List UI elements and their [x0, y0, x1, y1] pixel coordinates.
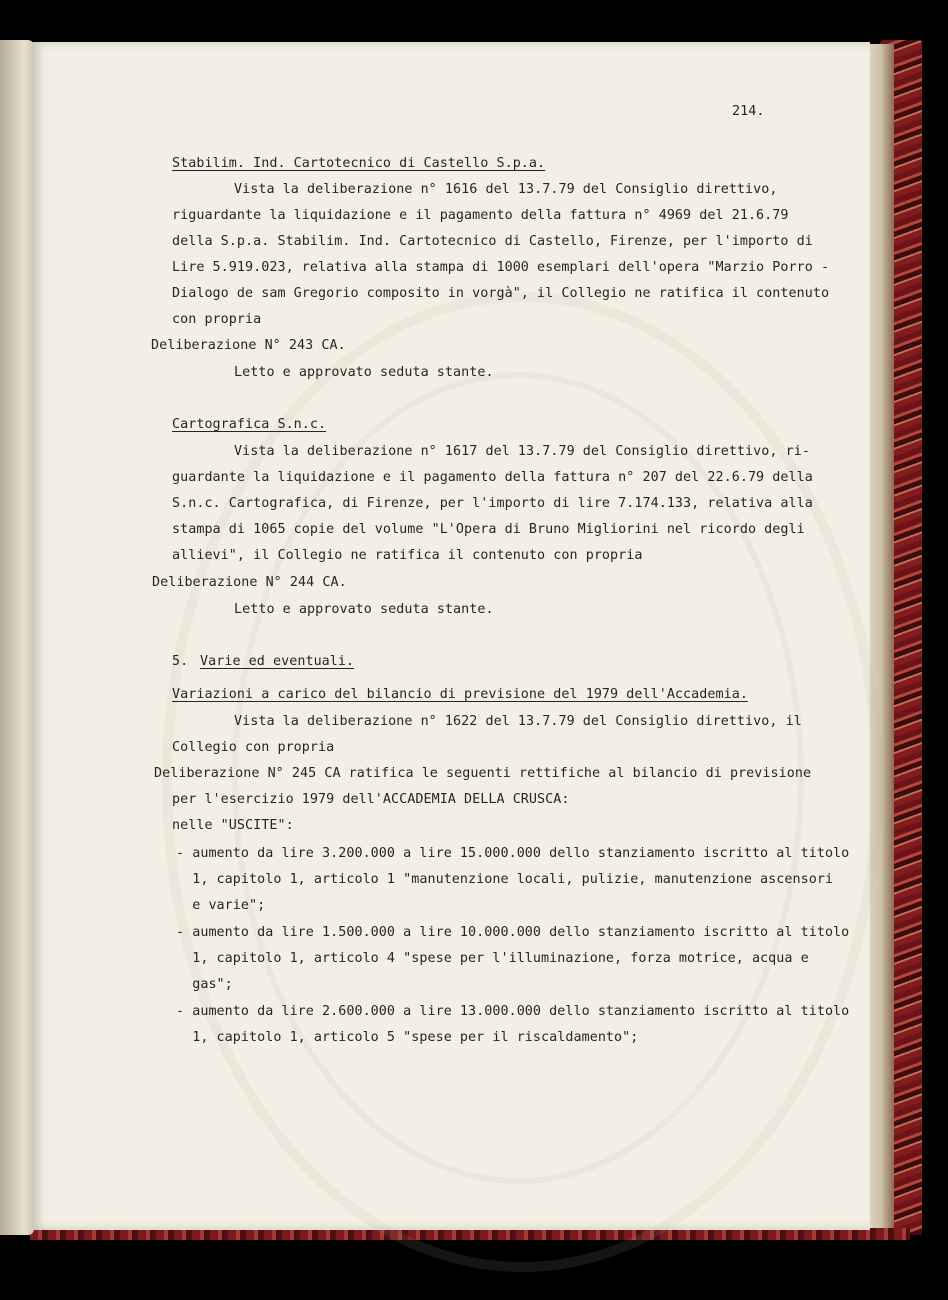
text-line: allievi", il Collegio ne ratifica il contenuto con propria	[172, 548, 643, 563]
text-line: Vista la deliberazione n° 1617 del 13.7.79 del Consiglio direttivo, ri-	[234, 444, 810, 459]
text-line: Collegio con propria	[172, 740, 335, 755]
list-item: 1, capitolo 1, articolo 4 "spese per l'illuminazione, forza motrice, acqua e	[176, 951, 809, 966]
previous-page	[0, 40, 34, 1235]
section-subheading: Variazioni a carico del bilancio di previsione del 1979 dell'Accademia.	[172, 687, 748, 702]
list-item: - aumento da lire 3.200.000 a lire 15.000.000 dello stanziamento iscritto al titolo	[176, 846, 850, 861]
text-line: S.n.c. Cartografica, di Firenze, per l'importo di lire 7.174.133, relativa alla	[172, 496, 813, 511]
deliberation-number: Deliberazione N° 244 CA.	[152, 575, 347, 590]
deliberation-number: Deliberazione N° 245 CA ratifica le seguenti rettifiche al bilancio di previsione	[154, 766, 812, 781]
section-number: 5.	[172, 654, 189, 669]
document-page	[32, 42, 870, 1230]
section-heading: Stabilim. Ind. Cartotecnico di Castello S.p.a.	[172, 156, 546, 171]
list-item: 1, capitolo 1, articolo 1 "manutenzione locali, pulizie, manutenzione ascensori	[176, 872, 834, 887]
text-line: guardante la liquidazione e il pagamento della fattura n° 207 del 22.6.79 della	[172, 470, 813, 485]
list-item: - aumento da lire 2.600.000 a lire 13.000.000 dello stanziamento iscritto al titolo	[176, 1004, 850, 1019]
section-heading: Varie ed eventuali.	[200, 654, 355, 669]
approval-note: Letto e approvato seduta stante.	[234, 602, 494, 617]
text-line: Lire 5.919.023, relativa alla stampa di 1000 esemplari dell'opera "Marzio Porro -	[172, 260, 830, 275]
text-line: nelle "USCITE":	[172, 818, 294, 833]
approval-note: Letto e approvato seduta stante.	[234, 365, 494, 380]
text-line: stampa di 1065 copie del volume "L'Opera di Bruno Migliorini nel ricordo degli	[172, 522, 805, 537]
deliberation-number: Deliberazione N° 243 CA.	[151, 338, 346, 353]
list-item: e varie";	[176, 898, 266, 913]
list-item: - aumento da lire 1.500.000 a lire 10.000.000 dello stanziamento iscritto al titolo	[176, 925, 850, 940]
text-line: Vista la deliberazione n° 1616 del 13.7.79 del Consiglio direttivo,	[234, 182, 778, 197]
text-line: con propria	[172, 312, 262, 327]
list-item: 1, capitolo 1, articolo 5 "spese per il riscaldamento";	[176, 1030, 639, 1045]
text-line: della S.p.a. Stabilim. Ind. Cartotecnico di Castello, Firenze, per l'importo di	[172, 234, 813, 249]
page-number: 214.	[732, 104, 765, 119]
text-line: per l'esercizio 1979 dell'ACCADEMIA DELLA CRUSCA:	[172, 792, 570, 807]
text-line: Dialogo de sam Gregorio composito in vorgà", il Collegio ne ratifica il contenuto	[172, 286, 830, 301]
text-line: Vista la deliberazione n° 1622 del 13.7.79 del Consiglio direttivo, il	[234, 714, 802, 729]
list-item: gas";	[176, 977, 233, 992]
text-line: riguardante la liquidazione e il pagamento della fattura n° 4969 del 21.6.79	[172, 208, 789, 223]
section-heading: Cartografica S.n.c.	[172, 417, 327, 432]
